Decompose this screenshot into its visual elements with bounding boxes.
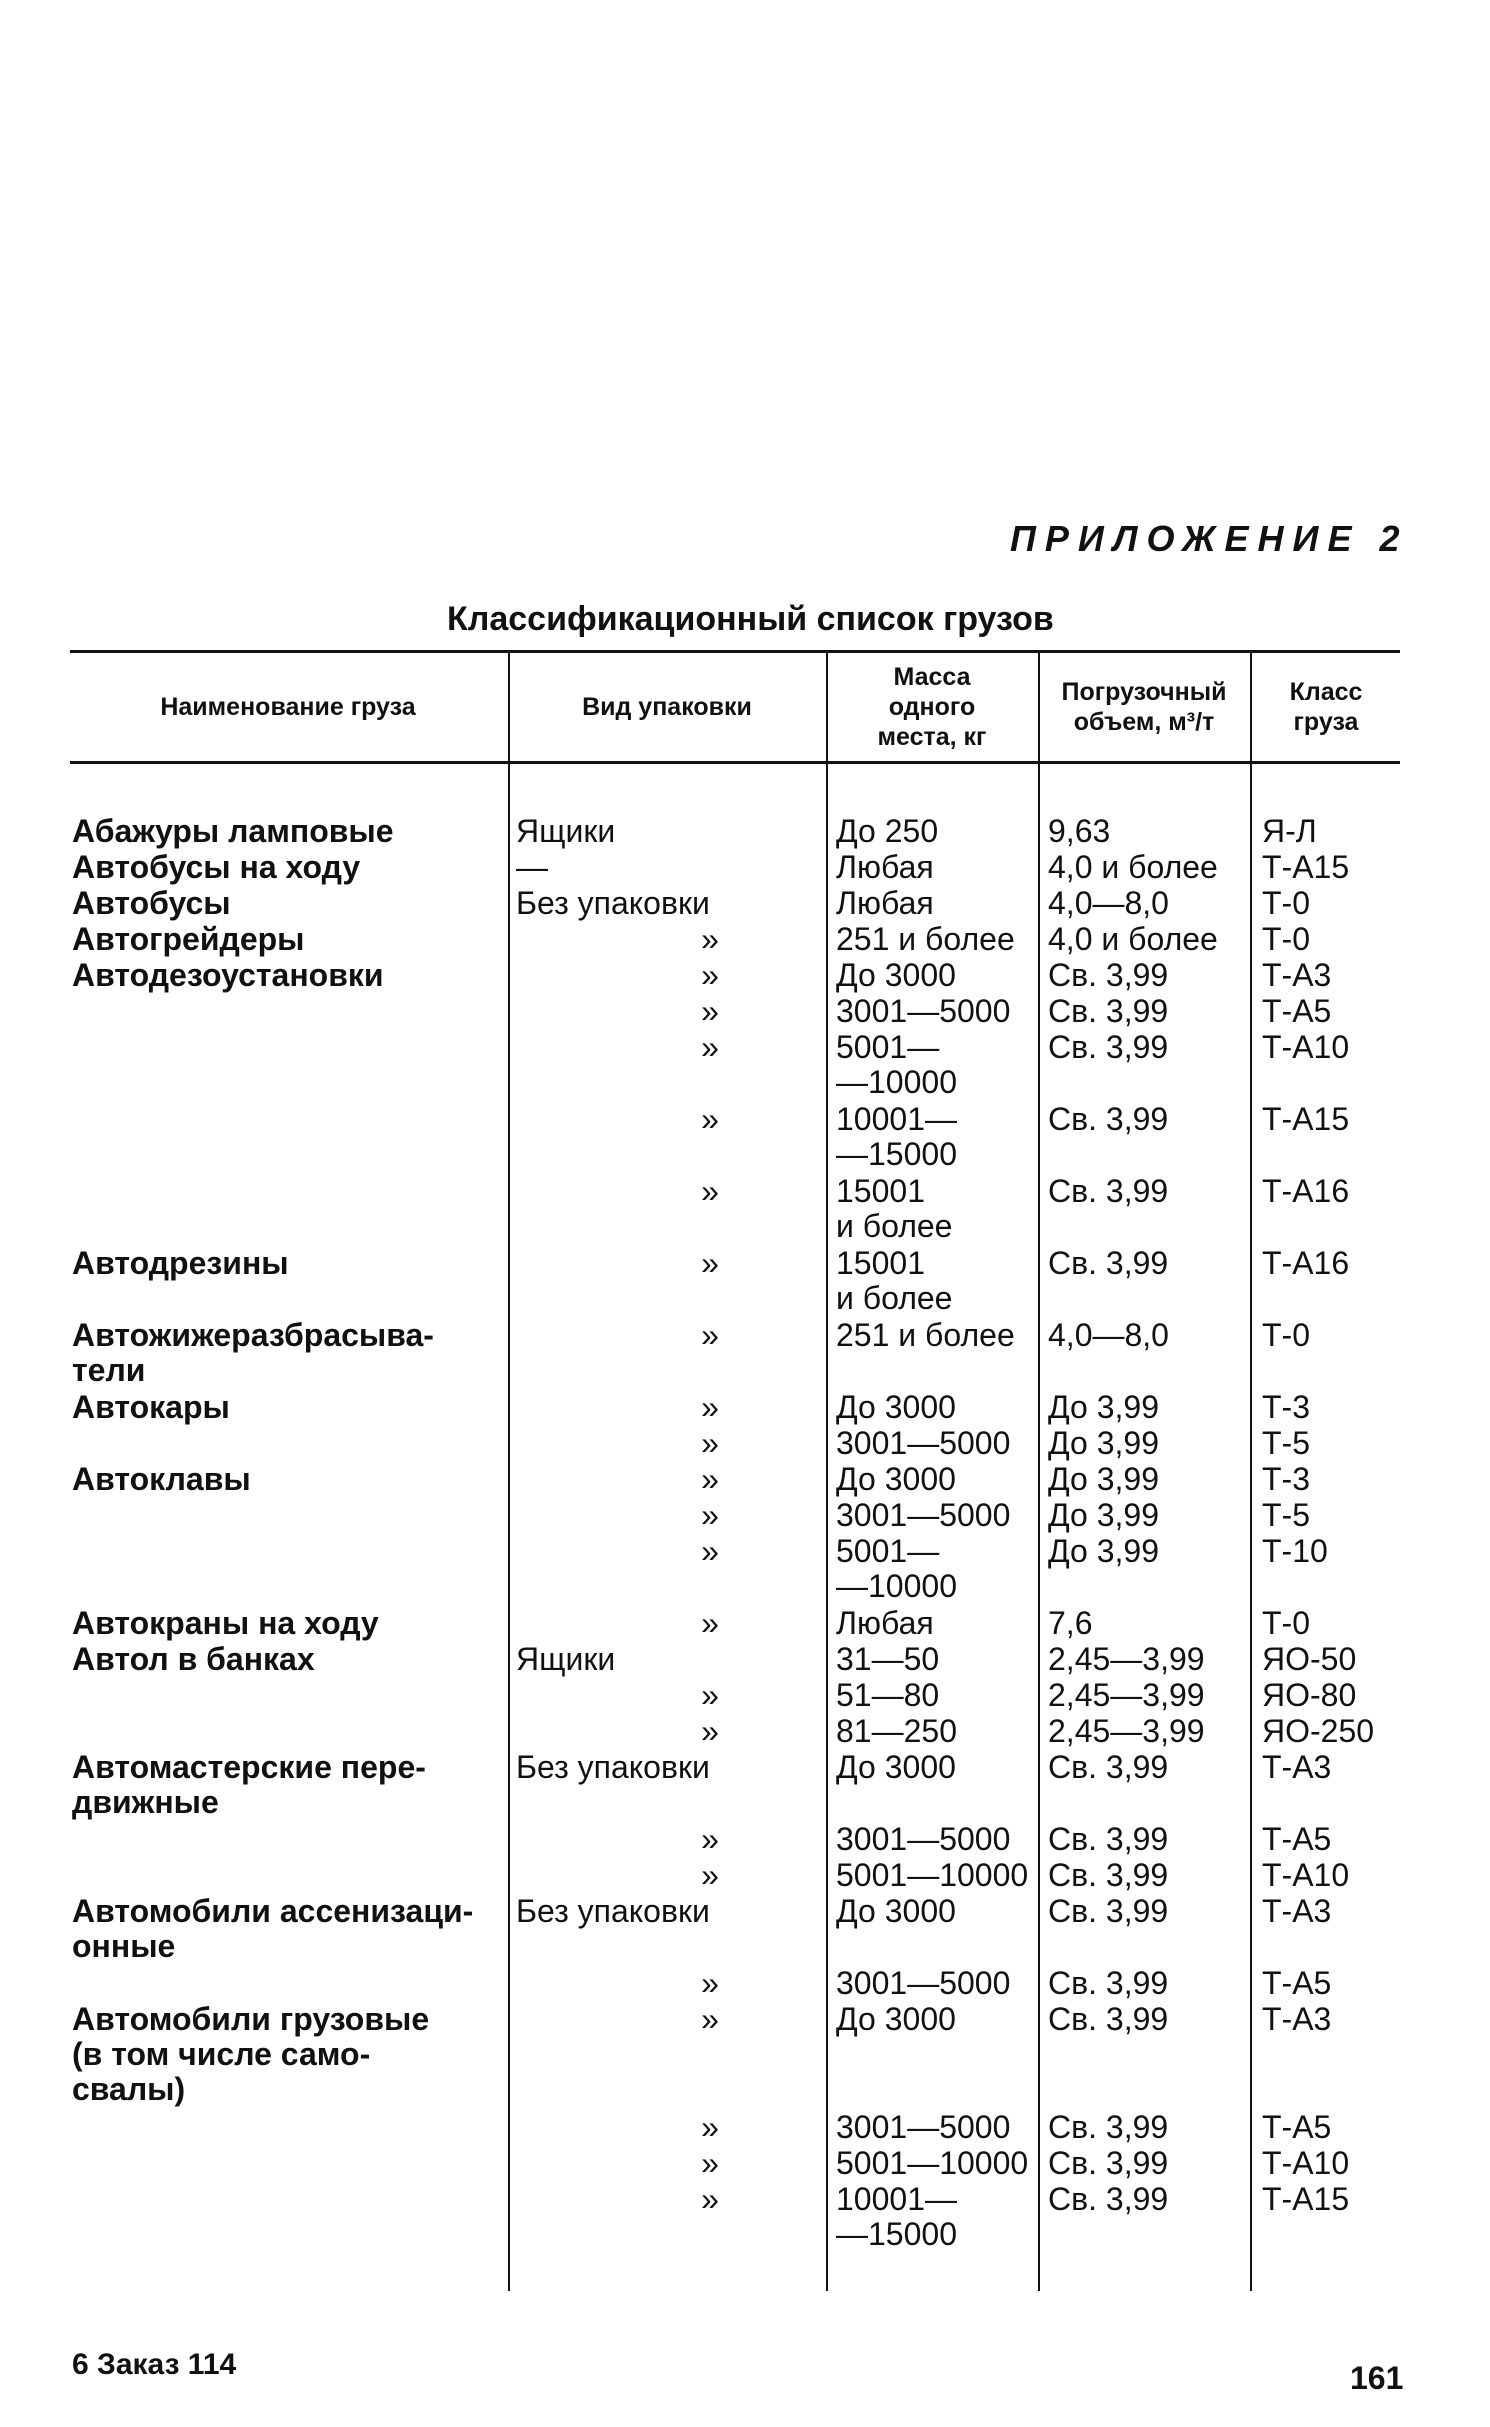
packaging-type: »	[701, 1173, 719, 1209]
loading-volume: Св. 3,99	[1048, 1101, 1169, 1137]
cargo-name: Автожижеразбрасыва- тели	[72, 1317, 434, 1388]
cargo-class: Т-А15	[1262, 2181, 1350, 2217]
loading-volume: Св. 3,99	[1048, 1821, 1169, 1857]
table-title: Классификационный список грузов	[447, 600, 1054, 638]
cargo-class: Т-А5	[1262, 993, 1332, 1029]
column-divider	[1250, 651, 1252, 2291]
loading-volume: 2,45—3,99	[1048, 1677, 1205, 1713]
packaging-type: »	[701, 1245, 719, 1281]
cargo-class: ЯО-80	[1262, 1677, 1357, 1713]
cargo-class: Т-0	[1262, 921, 1310, 957]
unit-mass: 5001— —10000	[836, 1533, 957, 1604]
cargo-name: Автодрезины	[72, 1245, 289, 1281]
packaging-type: »	[701, 921, 719, 957]
packaging-type: Ящики	[516, 813, 616, 849]
unit-mass: 251 и более	[836, 921, 1015, 957]
loading-volume: Св. 3,99	[1048, 2145, 1169, 2181]
cargo-class: Т-А3	[1262, 1893, 1332, 1929]
unit-mass: 3001—5000	[836, 2109, 1011, 2145]
loading-volume: Св. 3,99	[1048, 1965, 1169, 2001]
cargo-name: Автокраны на ходу	[72, 1605, 379, 1641]
unit-mass: 5001— —10000	[836, 1029, 957, 1100]
cargo-name: Автобусы на ходу	[72, 849, 361, 885]
unit-mass: 31—50	[836, 1641, 940, 1677]
unit-mass: 3001—5000	[836, 993, 1011, 1029]
unit-mass: 3001—5000	[836, 1425, 1011, 1461]
cargo-class: Т-3	[1262, 1389, 1310, 1425]
unit-mass: 15001 и более	[836, 1173, 953, 1244]
cargo-class: Т-5	[1262, 1497, 1310, 1533]
packaging-type: »	[701, 2001, 719, 2037]
packaging-type: »	[701, 957, 719, 993]
unit-mass: До 3000	[836, 1461, 956, 1497]
loading-volume: Св. 3,99	[1048, 1857, 1169, 1893]
cargo-class: Т-А5	[1262, 1965, 1332, 2001]
cargo-class: Т-А3	[1262, 957, 1332, 993]
packaging-type: »	[701, 2109, 719, 2145]
cargo-class: ЯО-250	[1262, 1713, 1375, 1749]
cargo-class: Т-А15	[1262, 849, 1350, 885]
packaging-type: Без упаковки	[516, 885, 710, 921]
loading-volume: 4,0 и более	[1048, 921, 1218, 957]
cargo-class: Т-0	[1262, 1317, 1310, 1353]
unit-mass: До 3000	[836, 957, 956, 993]
packaging-type: »	[701, 2181, 719, 2217]
cargo-class: Т-А16	[1262, 1173, 1350, 1209]
loading-volume: Св. 3,99	[1048, 1173, 1169, 1209]
header-class: Класс груза	[1289, 678, 1363, 736]
packaging-type: Без упаковки	[516, 1893, 710, 1929]
cargo-name: Автогрейдеры	[72, 921, 305, 957]
unit-mass: 10001— —15000	[836, 2181, 957, 2252]
loading-volume: Св. 3,99	[1048, 2109, 1169, 2145]
cargo-class: Т-А10	[1262, 1857, 1350, 1893]
unit-mass: Любая	[836, 885, 934, 921]
loading-volume: Св. 3,99	[1048, 1029, 1169, 1065]
cargo-name: Автол в банках	[72, 1641, 315, 1677]
packaging-type: »	[701, 1713, 719, 1749]
cargo-class: Т-А10	[1262, 1029, 1350, 1065]
loading-volume: Св. 3,99	[1048, 1749, 1169, 1785]
cargo-class: Т-0	[1262, 885, 1310, 921]
loading-volume: До 3,99	[1048, 1497, 1159, 1533]
header-mass: Масса одного места, кг	[877, 663, 987, 751]
unit-mass: До 3000	[836, 1749, 956, 1785]
header-name: Наименование груза	[160, 693, 416, 721]
cargo-class: Т-0	[1262, 1605, 1310, 1641]
loading-volume: 9,63	[1048, 813, 1111, 849]
packaging-type: »	[701, 1821, 719, 1857]
unit-mass: Любая	[836, 1605, 934, 1641]
loading-volume: 4,0—8,0	[1048, 885, 1169, 921]
packaging-type: »	[701, 1533, 719, 1569]
unit-mass: До 3000	[836, 2001, 956, 2037]
footer-order-note: 6 Заказ 114	[72, 2348, 237, 2381]
packaging-type: Без упаковки	[516, 1749, 710, 1785]
unit-mass: 3001—5000	[836, 1497, 1011, 1533]
loading-volume: До 3,99	[1048, 1425, 1159, 1461]
packaging-type: »	[701, 1605, 719, 1641]
unit-mass: 3001—5000	[836, 1821, 1011, 1857]
unit-mass: 51—80	[836, 1677, 940, 1713]
column-divider	[508, 651, 510, 2291]
cargo-name: Автодезоустановки	[72, 957, 384, 993]
unit-mass: 81—250	[836, 1713, 957, 1749]
unit-mass: 15001 и более	[836, 1245, 953, 1316]
cargo-class: Т-10	[1262, 1533, 1328, 1569]
cargo-class: Т-А16	[1262, 1245, 1350, 1281]
cargo-name: Автобусы	[72, 885, 231, 921]
cargo-class: Т-А15	[1262, 1101, 1350, 1137]
cargo-name: Автомастерские пере- движные	[72, 1749, 426, 1820]
loading-volume: 4,0—8,0	[1048, 1317, 1169, 1353]
unit-mass: 251 и более	[836, 1317, 1015, 1353]
loading-volume: Св. 3,99	[1048, 1893, 1169, 1929]
unit-mass: Любая	[836, 849, 934, 885]
cargo-class: Т-А5	[1262, 1821, 1332, 1857]
packaging-type: »	[701, 1425, 719, 1461]
loading-volume: 4,0 и более	[1048, 849, 1218, 885]
cargo-class: ЯО-50	[1262, 1641, 1357, 1677]
appendix-label: ПРИЛОЖЕНИЕ 2	[1010, 518, 1409, 559]
cargo-name: Автоклавы	[72, 1461, 251, 1497]
cargo-name: Абажуры ламповые	[72, 813, 394, 849]
loading-volume: Св. 3,99	[1048, 1245, 1169, 1281]
loading-volume: Св. 3,99	[1048, 2001, 1169, 2037]
header-pack: Вид упаковки	[582, 693, 752, 721]
header-volume: Погрузочный объем, м³/т	[1061, 678, 1227, 736]
loading-volume: До 3,99	[1048, 1533, 1159, 1569]
unit-mass: До 250	[836, 813, 939, 849]
packaging-type: »	[701, 1965, 719, 2001]
loading-volume: 7,6	[1048, 1605, 1093, 1641]
packaging-type: »	[701, 993, 719, 1029]
page-number: 161	[1350, 2360, 1404, 2396]
cargo-name: Автомобили грузовые (в том числе само- свалы)	[72, 2001, 430, 2107]
loading-volume: До 3,99	[1048, 1461, 1159, 1497]
packaging-type: »	[701, 2145, 719, 2181]
unit-mass: 5001—10000	[836, 1857, 1029, 1893]
packaging-type: »	[701, 1389, 719, 1425]
cargo-class: Т-3	[1262, 1461, 1310, 1497]
column-divider	[1038, 651, 1040, 2291]
table-header-rule	[70, 761, 1400, 764]
unit-mass: 5001—10000	[836, 2145, 1029, 2181]
loading-volume: Св. 3,99	[1048, 2181, 1169, 2217]
packaging-type: »	[701, 1029, 719, 1065]
unit-mass: 3001—5000	[836, 1965, 1011, 2001]
packaging-type: »	[701, 1857, 719, 1893]
cargo-class: Т-5	[1262, 1425, 1310, 1461]
packaging-type: »	[701, 1461, 719, 1497]
loading-volume: Св. 3,99	[1048, 993, 1169, 1029]
cargo-class: Т-А5	[1262, 2109, 1332, 2145]
cargo-class: Я-Л	[1262, 813, 1317, 849]
packaging-type: »	[701, 1101, 719, 1137]
cargo-class: Т-А3	[1262, 1749, 1332, 1785]
packaging-type: Ящики	[516, 1641, 616, 1677]
cargo-class: Т-А3	[1262, 2001, 1332, 2037]
packaging-type: »	[701, 1317, 719, 1353]
packaging-type: —	[516, 849, 548, 885]
cargo-name: Автокары	[72, 1389, 230, 1425]
cargo-class: Т-А10	[1262, 2145, 1350, 2181]
unit-mass: 10001— —15000	[836, 1101, 957, 1172]
loading-volume: Св. 3,99	[1048, 957, 1169, 993]
unit-mass: До 3000	[836, 1389, 956, 1425]
unit-mass: До 3000	[836, 1893, 956, 1929]
loading-volume: 2,45—3,99	[1048, 1641, 1205, 1677]
packaging-type: »	[701, 1497, 719, 1533]
loading-volume: До 3,99	[1048, 1389, 1159, 1425]
packaging-type: »	[701, 1677, 719, 1713]
loading-volume: 2,45—3,99	[1048, 1713, 1205, 1749]
table-top-rule	[70, 650, 1400, 653]
cargo-name: Автомобили ассенизаци- онные	[72, 1893, 474, 1964]
